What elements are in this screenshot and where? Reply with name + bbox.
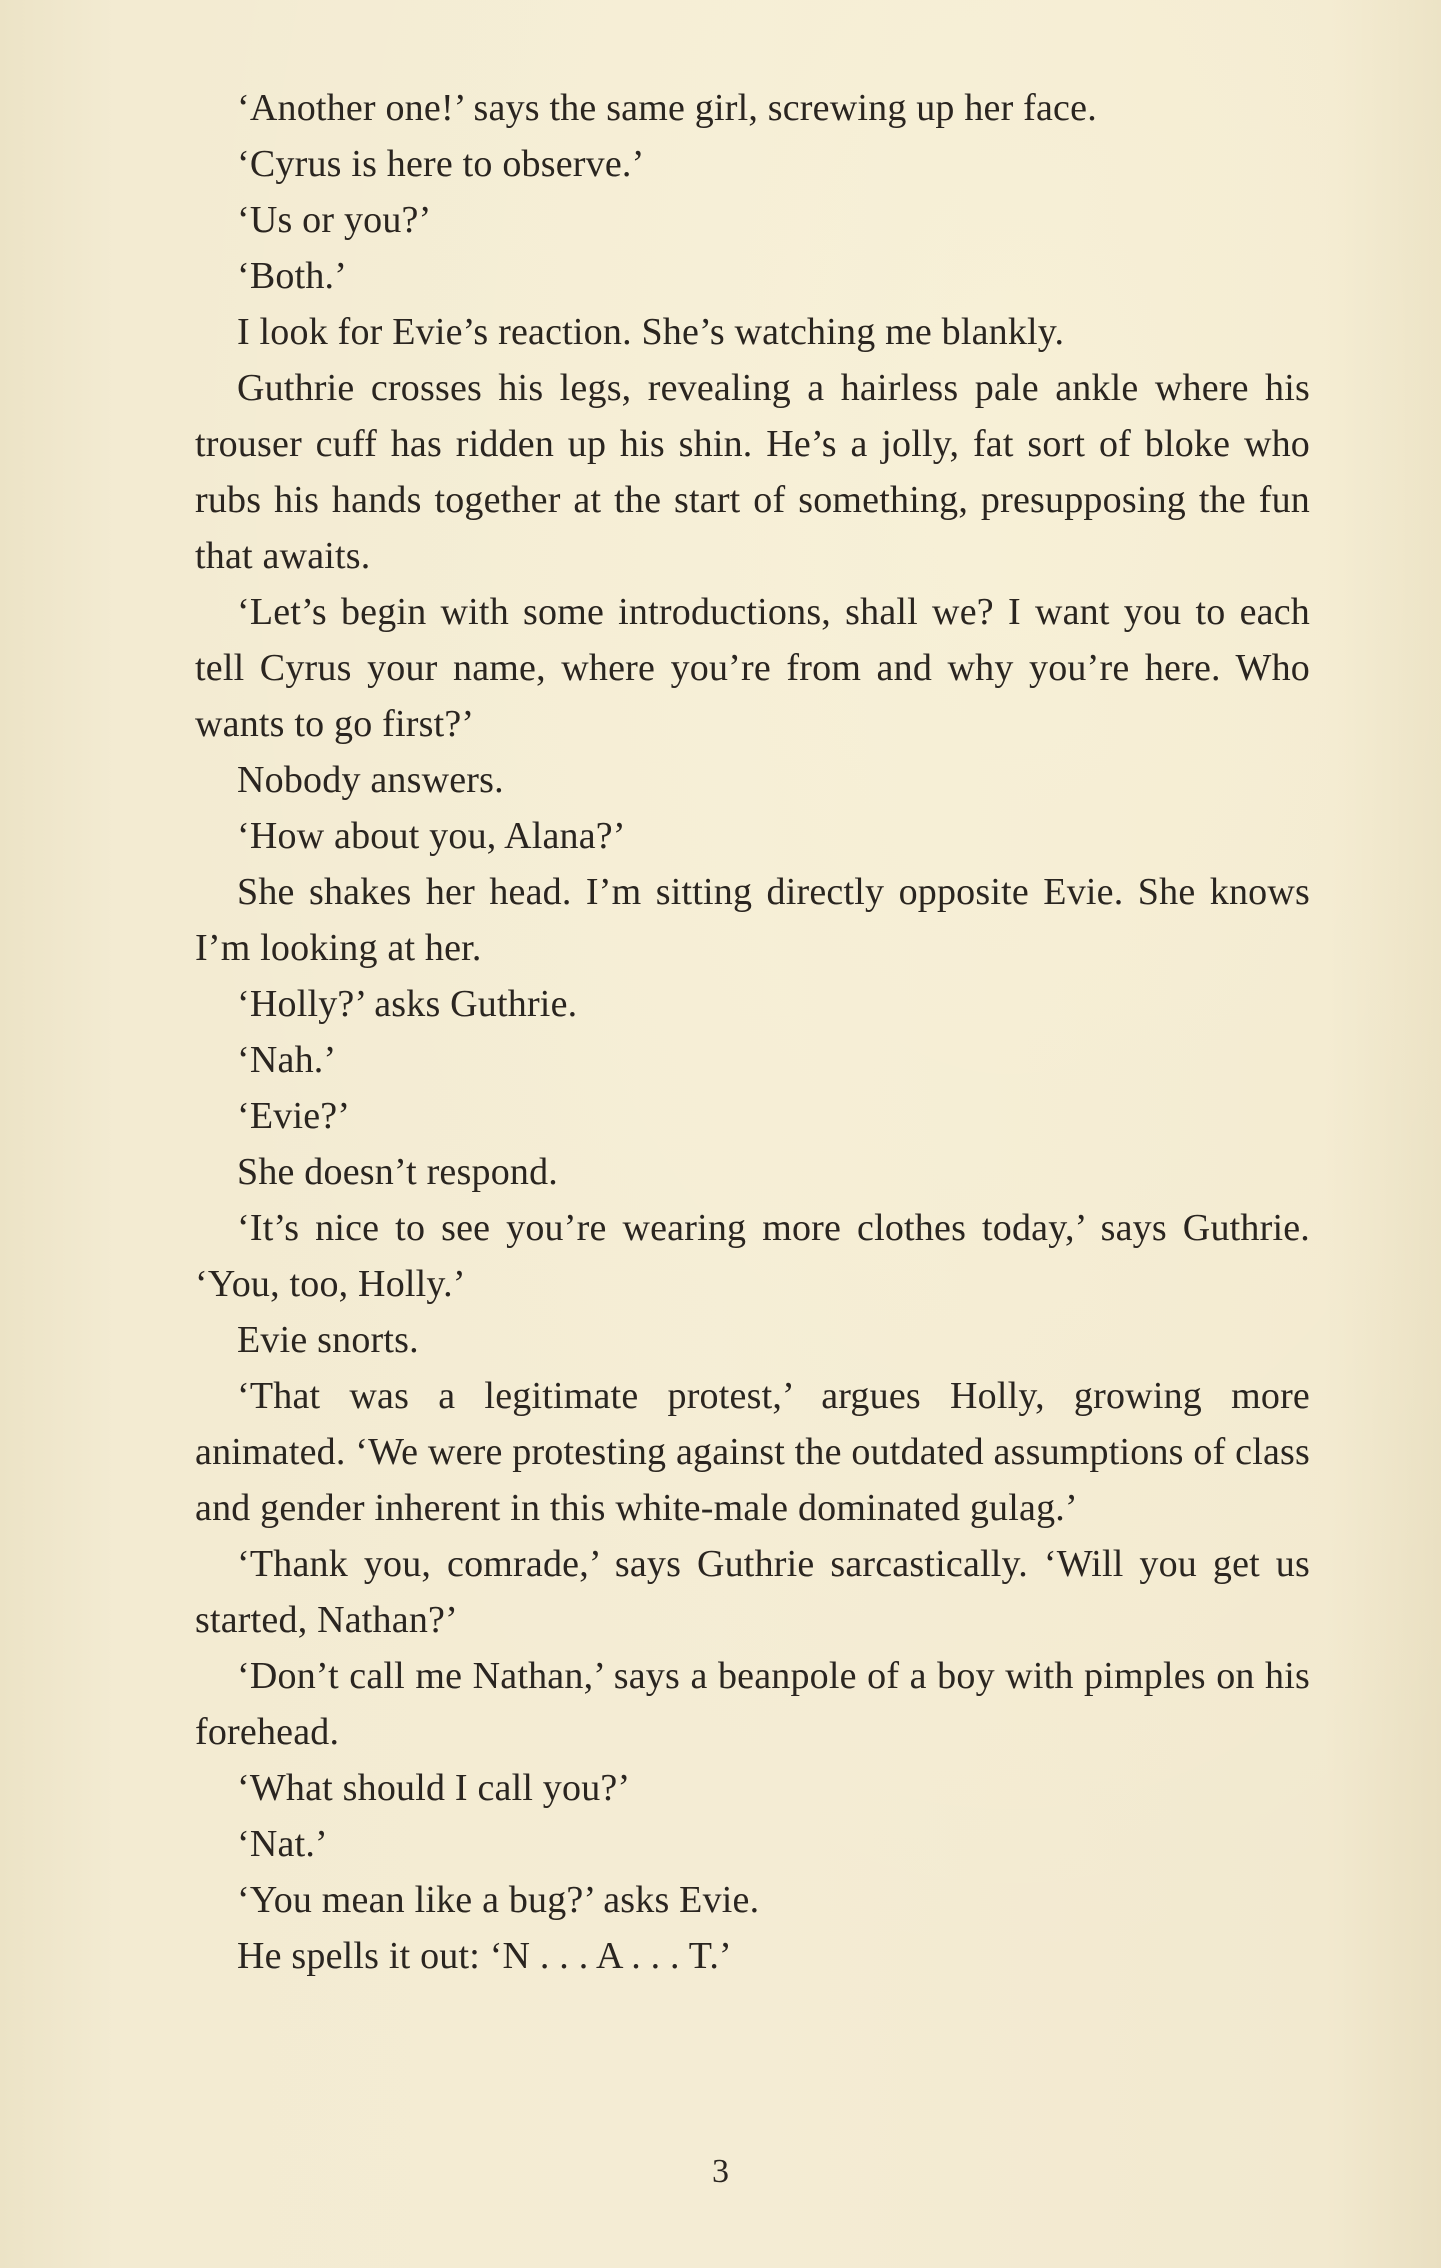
paragraph: ‘It’s nice to see you’re wearing more clothes today,’ says Guthrie. ‘You, too, Holly.’ <box>195 1207 1310 1305</box>
paragraph: Nobody answers. <box>237 759 504 801</box>
paragraph: ‘Let’s begin with some introductions, shall we? I want you to each tell Cyrus your name, where you’re from and why you’re here. Who wants to go first?’ <box>195 591 1310 745</box>
paragraph: Evie snorts. <box>237 1319 419 1361</box>
paragraph: ‘Holly?’ asks Guthrie. <box>237 983 578 1025</box>
paragraph: ‘How about you, Alana?’ <box>237 815 626 857</box>
page-number: 3 <box>712 2153 729 2190</box>
paragraph: Guthrie crosses his legs, revealing a hairless pale ankle where his trouser cuff has ridden up his shin. He’s a jolly, fat sort of bloke who rubs his hands together at the start of something, presupposing the fun that awaits. <box>195 367 1310 577</box>
paragraph: ‘Evie?’ <box>237 1095 351 1137</box>
paragraph: ‘What should I call you?’ <box>237 1767 631 1809</box>
paragraph: ‘Nah.’ <box>237 1039 337 1081</box>
paragraph: I look for Evie’s reaction. She’s watching me blankly. <box>237 311 1065 353</box>
paragraph: ‘You mean like a bug?’ asks Evie. <box>237 1879 760 1921</box>
paragraph: ‘Both.’ <box>237 255 348 297</box>
paragraph: ‘Thank you, comrade,’ says Guthrie sarcastically. ‘Will you get us started, Nathan?’ <box>195 1543 1310 1641</box>
paragraph: ‘Nat.’ <box>237 1823 328 1865</box>
paragraph: ‘That was a legitimate protest,’ argues Holly, growing more animated. ‘We were protesting against the outdated assumptions of class and gender inherent in this white-male dominated gulag.’ <box>195 1375 1310 1529</box>
paragraph: She doesn’t respond. <box>237 1151 558 1193</box>
body-text <box>195 80 1310 1984</box>
paragraph: She shakes her head. I’m sitting directly opposite Evie. She knows I’m looking at her. <box>195 871 1310 969</box>
paragraph: He spells it out: ‘N . . . A . . . T.’ <box>237 1935 732 1977</box>
paragraph: ‘Cyrus is here to observe.’ <box>237 143 645 185</box>
paragraph: ‘Us or you?’ <box>237 199 432 241</box>
paragraph: ‘Another one!’ says the same girl, screwing up her face. <box>237 87 1097 129</box>
paragraph: ‘Don’t call me Nathan,’ says a beanpole of a boy with pimples on his forehead. <box>195 1655 1310 1753</box>
